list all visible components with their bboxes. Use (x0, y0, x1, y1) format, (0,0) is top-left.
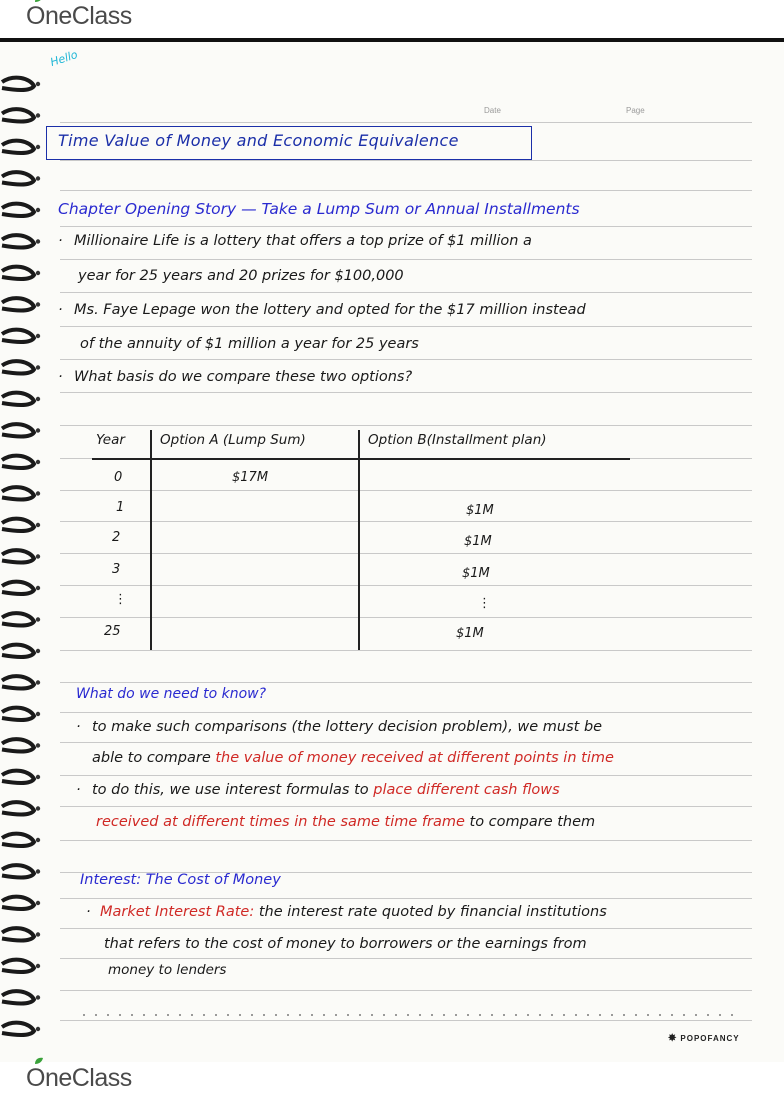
spiral-coil (2, 172, 40, 184)
market-interest-rate-definition: the interest rate quoted by financial institutions (254, 904, 607, 920)
spiral-coil (2, 897, 40, 909)
table-header-rule (92, 458, 630, 460)
ruled-line (60, 521, 752, 522)
table-cell-year: 3 (112, 562, 121, 577)
table-header-option-a: Option A (Lump Sum) (160, 432, 306, 448)
ruled-line (60, 990, 752, 991)
spiral-coil (2, 582, 40, 594)
ruled-line (60, 490, 752, 491)
table-cell-year: 2 (112, 530, 121, 545)
need-bullet-1-line-2-start: able to compare (92, 750, 216, 766)
date-label: Date (484, 106, 501, 115)
table-cell-year: 25 (104, 624, 121, 639)
market-interest-rate-term: Market Interest Rate: (100, 904, 255, 920)
spiral-coil (2, 739, 40, 751)
bullet-1-line-2: year for 25 years and 20 prizes for $100,000 (78, 268, 404, 284)
ruled-line (60, 712, 752, 713)
ruled-line (60, 898, 752, 899)
spiral-coil (2, 645, 40, 657)
spiral-coil (2, 960, 40, 972)
table-header-option-b: Option B(Installment plan) (368, 432, 547, 448)
brand-name: OneClass (26, 2, 132, 30)
ruled-line (60, 958, 752, 959)
ruled-line (60, 359, 752, 360)
ruled-line (60, 650, 752, 651)
table-cell-option-b: $1M (462, 566, 490, 581)
spiral-coil (2, 676, 40, 688)
spiral-coil (2, 865, 40, 877)
ruled-line (60, 553, 752, 554)
ruled-line (60, 226, 752, 227)
spiral-coil (2, 361, 40, 373)
ruled-line (60, 160, 752, 161)
spiral-coil (2, 802, 40, 814)
spiral-coil (2, 1023, 40, 1035)
star-icon: ✸ (668, 1033, 678, 1044)
spiral-coil (2, 141, 40, 153)
table-header-year: Year (96, 432, 125, 448)
spiral-coil (2, 771, 40, 783)
spiral-coil (2, 204, 40, 216)
spiral-coil (2, 613, 40, 625)
spiral-coil (2, 109, 40, 121)
need-bullet-2-highlight-2: received at different times in the same time frame (96, 814, 465, 830)
spiral-coil (2, 424, 40, 436)
bullet-dot: · (76, 782, 81, 798)
brand-logo-top (26, 2, 132, 31)
ruled-line (60, 775, 752, 776)
ruled-line (60, 326, 752, 327)
brand-logo-bottom (26, 1064, 132, 1093)
leaf-icon (34, 0, 44, 3)
ruled-line (60, 617, 752, 618)
top-rule (0, 38, 784, 42)
need-bullet-2-highlight: place different cash flows (373, 782, 560, 798)
ruled-line (60, 928, 752, 929)
ruled-line (60, 392, 752, 393)
table-cell-option-a: $17M (232, 470, 269, 485)
leaf-icon (34, 1057, 44, 1065)
ruled-line (60, 585, 752, 586)
interest-line-3: money to lenders (108, 962, 227, 978)
bullet-2-line-2: of the annuity of $1 million a year for 25 years (80, 336, 419, 352)
page-label: Page (626, 106, 645, 115)
spiral-coil (2, 330, 40, 342)
spiral-coil (2, 834, 40, 846)
bullet-dot: · (58, 302, 63, 318)
page-title: Time Value of Money and Economic Equivalence (58, 131, 459, 150)
ruled-line (60, 682, 752, 683)
ruled-line (60, 425, 752, 426)
interest-line-1 (100, 904, 607, 920)
spiral-coil (2, 991, 40, 1003)
bullet-dot: · (58, 369, 63, 385)
margin-note: Hello (48, 48, 80, 69)
popofancy-mark (668, 1033, 740, 1044)
ruled-line (60, 190, 752, 191)
spiral-binding (0, 70, 44, 1060)
need-to-know-heading: What do we need to know? (76, 686, 267, 702)
bullet-dot: · (86, 904, 91, 920)
bullet-1-line-1: Millionaire Life is a lottery that offers a top prize of $1 million a (74, 233, 532, 249)
table-cell-year: 0 (114, 470, 123, 485)
chapter-heading: Chapter Opening Story — Take a Lump Sum or Annual Installments (58, 200, 580, 218)
bullet-dot: · (58, 233, 63, 249)
table-cell-option-b: $1M (466, 503, 494, 518)
spiral-coil (2, 519, 40, 531)
need-bullet-2-line-1 (92, 782, 560, 798)
spiral-coil (2, 78, 40, 90)
popofancy-label: POPOFANCY (680, 1034, 740, 1043)
table-cell-option-b: $1M (464, 534, 492, 549)
table-cell-option-b: $1M (456, 626, 484, 641)
table-divider-1 (150, 430, 152, 650)
need-bullet-2-line-2-end: to compare them (464, 814, 596, 830)
dotted-rule (80, 1008, 740, 1022)
spiral-coil (2, 298, 40, 310)
spiral-coil (2, 487, 40, 499)
ruled-line (60, 259, 752, 260)
bullet-2-line-1: Ms. Faye Lepage won the lottery and opted for the $17 million instead (74, 302, 586, 318)
spiral-coil (2, 235, 40, 247)
need-bullet-2-line-2 (96, 814, 595, 830)
ruled-line (60, 840, 752, 841)
spiral-coil (2, 928, 40, 940)
need-bullet-1-highlight: the value of money received at different points in time (215, 750, 614, 766)
ruled-line (60, 742, 752, 743)
table-divider-2 (358, 430, 360, 650)
bullet-3-line-1: What basis do we compare these two options? (74, 369, 413, 385)
table-cell-year: 1 (116, 500, 125, 515)
spiral-coil (2, 708, 40, 720)
need-bullet-1-line-2 (92, 750, 614, 766)
ruled-line (60, 122, 752, 123)
brand-name: OneClass (26, 1064, 132, 1092)
need-bullet-1-line-1: to make such comparisons (the lottery decision problem), we must be (92, 719, 603, 735)
interest-line-2: that refers to the cost of money to borrowers or the earnings from (104, 936, 587, 952)
ruled-line (60, 806, 752, 807)
spiral-coil (2, 550, 40, 562)
table-cell-year: ⋮ (114, 592, 127, 607)
spiral-coil (2, 267, 40, 279)
spiral-coil (2, 393, 40, 405)
need-bullet-2-line-1-start: to do this, we use interest formulas to (92, 782, 374, 798)
interest-heading: Interest: The Cost of Money (80, 872, 281, 888)
bullet-dot: · (76, 719, 81, 735)
ruled-line (60, 292, 752, 293)
spiral-coil (2, 456, 40, 468)
table-cell-option-b: ⋮ (478, 596, 491, 611)
